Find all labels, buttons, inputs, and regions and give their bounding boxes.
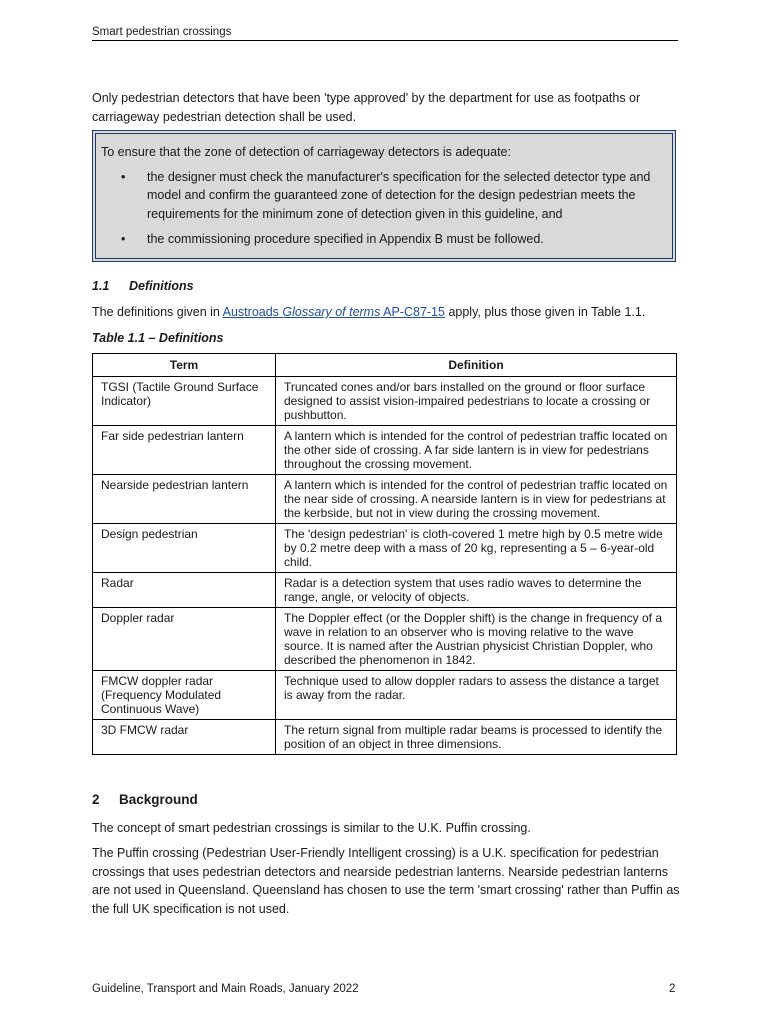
column-header-definition: Definition — [276, 354, 677, 377]
table-row — [93, 671, 677, 720]
section-title: Background — [119, 792, 198, 807]
definition-cell: Technique used to allow doppler radars to assess the distance a target is away from the radar. — [276, 671, 677, 720]
callout-bullet-item — [101, 168, 665, 224]
table-caption: Table 1.1 – Definitions — [92, 331, 224, 345]
background-paragraph: The Puffin crossing (Pedestrian User-Friendly Intelligent crossing) is a U.K. specification for pedestrian crossings that uses pedestrian detectors and nearside pedestrian lanterns. Nearside pedestrian lanterns are not used in Queensland. Queensland has chosen to use the term 'smart crossing' rather than Puffin as the full UK specification is not used. — [92, 846, 680, 916]
term-cell: Doppler radar — [93, 608, 276, 671]
link-text: Austroads — [222, 305, 283, 319]
callout-bullet-text: the commissioning procedure specified in Appendix B must be followed. — [147, 232, 544, 246]
term-cell: Nearside pedestrian lantern — [93, 475, 276, 524]
footer-document-info: Guideline, Transport and Main Roads, January 2022 — [92, 983, 359, 995]
austroads-glossary-link[interactable] — [223, 305, 445, 319]
section-number: 1.1 — [92, 279, 110, 293]
definition-cell: The Doppler effect (or the Doppler shift) is the change in frequency of a wave in relation to an observer who is moving relative to the wave source. It is named after the Austrian physicist Christian Doppler, who described the phenomenon in 1842. — [276, 608, 677, 671]
definitions-table — [92, 353, 677, 755]
term-cell: Far side pedestrian lantern — [93, 426, 276, 475]
term-cell: Design pedestrian — [93, 524, 276, 573]
callout-lead: To ensure that the zone of detection of carriageway detectors is adequate: — [101, 145, 511, 159]
definition-cell: The return signal from multiple radar beams is processed to identify the position of an object in three dimensions. — [276, 720, 677, 755]
table-row — [93, 720, 677, 755]
bullet-icon: • — [121, 169, 126, 184]
term-cell: TGSI (Tactile Ground Surface Indicator) — [93, 377, 276, 426]
page-number: 2 — [669, 983, 676, 995]
table-row — [93, 573, 677, 608]
bullet-icon: • — [121, 232, 126, 246]
callout-bullet-list — [101, 168, 665, 249]
table-row — [93, 608, 677, 671]
header-title: Smart pedestrian crossings — [92, 26, 232, 38]
section-number: 2 — [92, 792, 100, 807]
term-cell: 3D FMCW radar — [93, 720, 276, 755]
callout-bullet-item — [101, 230, 665, 249]
definition-cell: Truncated cones and/or bars installed on the ground or floor surface designed to assist vision-impaired pedestrians to locate a crossing or pushbutton. — [276, 377, 677, 426]
term-cell: Radar — [93, 573, 276, 608]
intro-paragraph: Only pedestrian detectors that have been 'type approved' by the department for use as footpaths or carriageway pedestrian detection shall be used. — [92, 91, 641, 124]
table-row — [93, 426, 677, 475]
running-header — [92, 26, 678, 41]
definition-cell: A lantern which is intended for the control of pedestrian traffic located on the near side of crossing. A nearside lantern is in view for pedestrians at the kerbside, but not in view during the crossing movement. — [276, 475, 677, 524]
section-heading-background — [92, 792, 198, 807]
callout-bullet-text: the designer must check the manufacturer's specification for the selected detector type and model and confirm the guaranteed zone of detection for the design pedestrian meets the requirements for the minimum zone of detection given in this guideline, and — [147, 169, 651, 221]
definitions-intro-text: apply, plus those given in Table 1.1. — [444, 305, 646, 319]
definitions-intro-text: The definitions given in — [92, 305, 223, 319]
table-header-row — [93, 354, 677, 377]
definition-cell: Radar is a detection system that uses radio waves to determine the range, angle, or velocity of objects. — [276, 573, 677, 608]
section-heading-definitions — [92, 279, 194, 293]
table-row — [93, 377, 677, 426]
table-row — [93, 475, 677, 524]
definition-cell: A lantern which is intended for the control of pedestrian traffic located on the other side of crossing. A far side lantern is in view for pedestrians throughout the crossing movement. — [276, 426, 677, 475]
background-paragraph: The concept of smart pedestrian crossings is similar to the U.K. Puffin crossing. — [92, 821, 531, 835]
column-header-term: Term — [93, 354, 276, 377]
section-title: Definitions — [129, 279, 194, 293]
link-text: AP-C87-15 — [380, 305, 445, 319]
table-row — [93, 524, 677, 573]
term-cell: FMCW doppler radar (Frequency Modulated Continuous Wave) — [93, 671, 276, 720]
definition-cell: The 'design pedestrian' is cloth-covered 1 metre high by 0.5 metre wide by 0.2 metre deep with a mass of 20 kg, representing a 5 – 6-year-old child. — [276, 524, 677, 573]
definitions-intro — [92, 305, 645, 319]
link-text-italic: Glossary of terms — [282, 305, 381, 319]
requirement-callout-box — [92, 130, 676, 262]
